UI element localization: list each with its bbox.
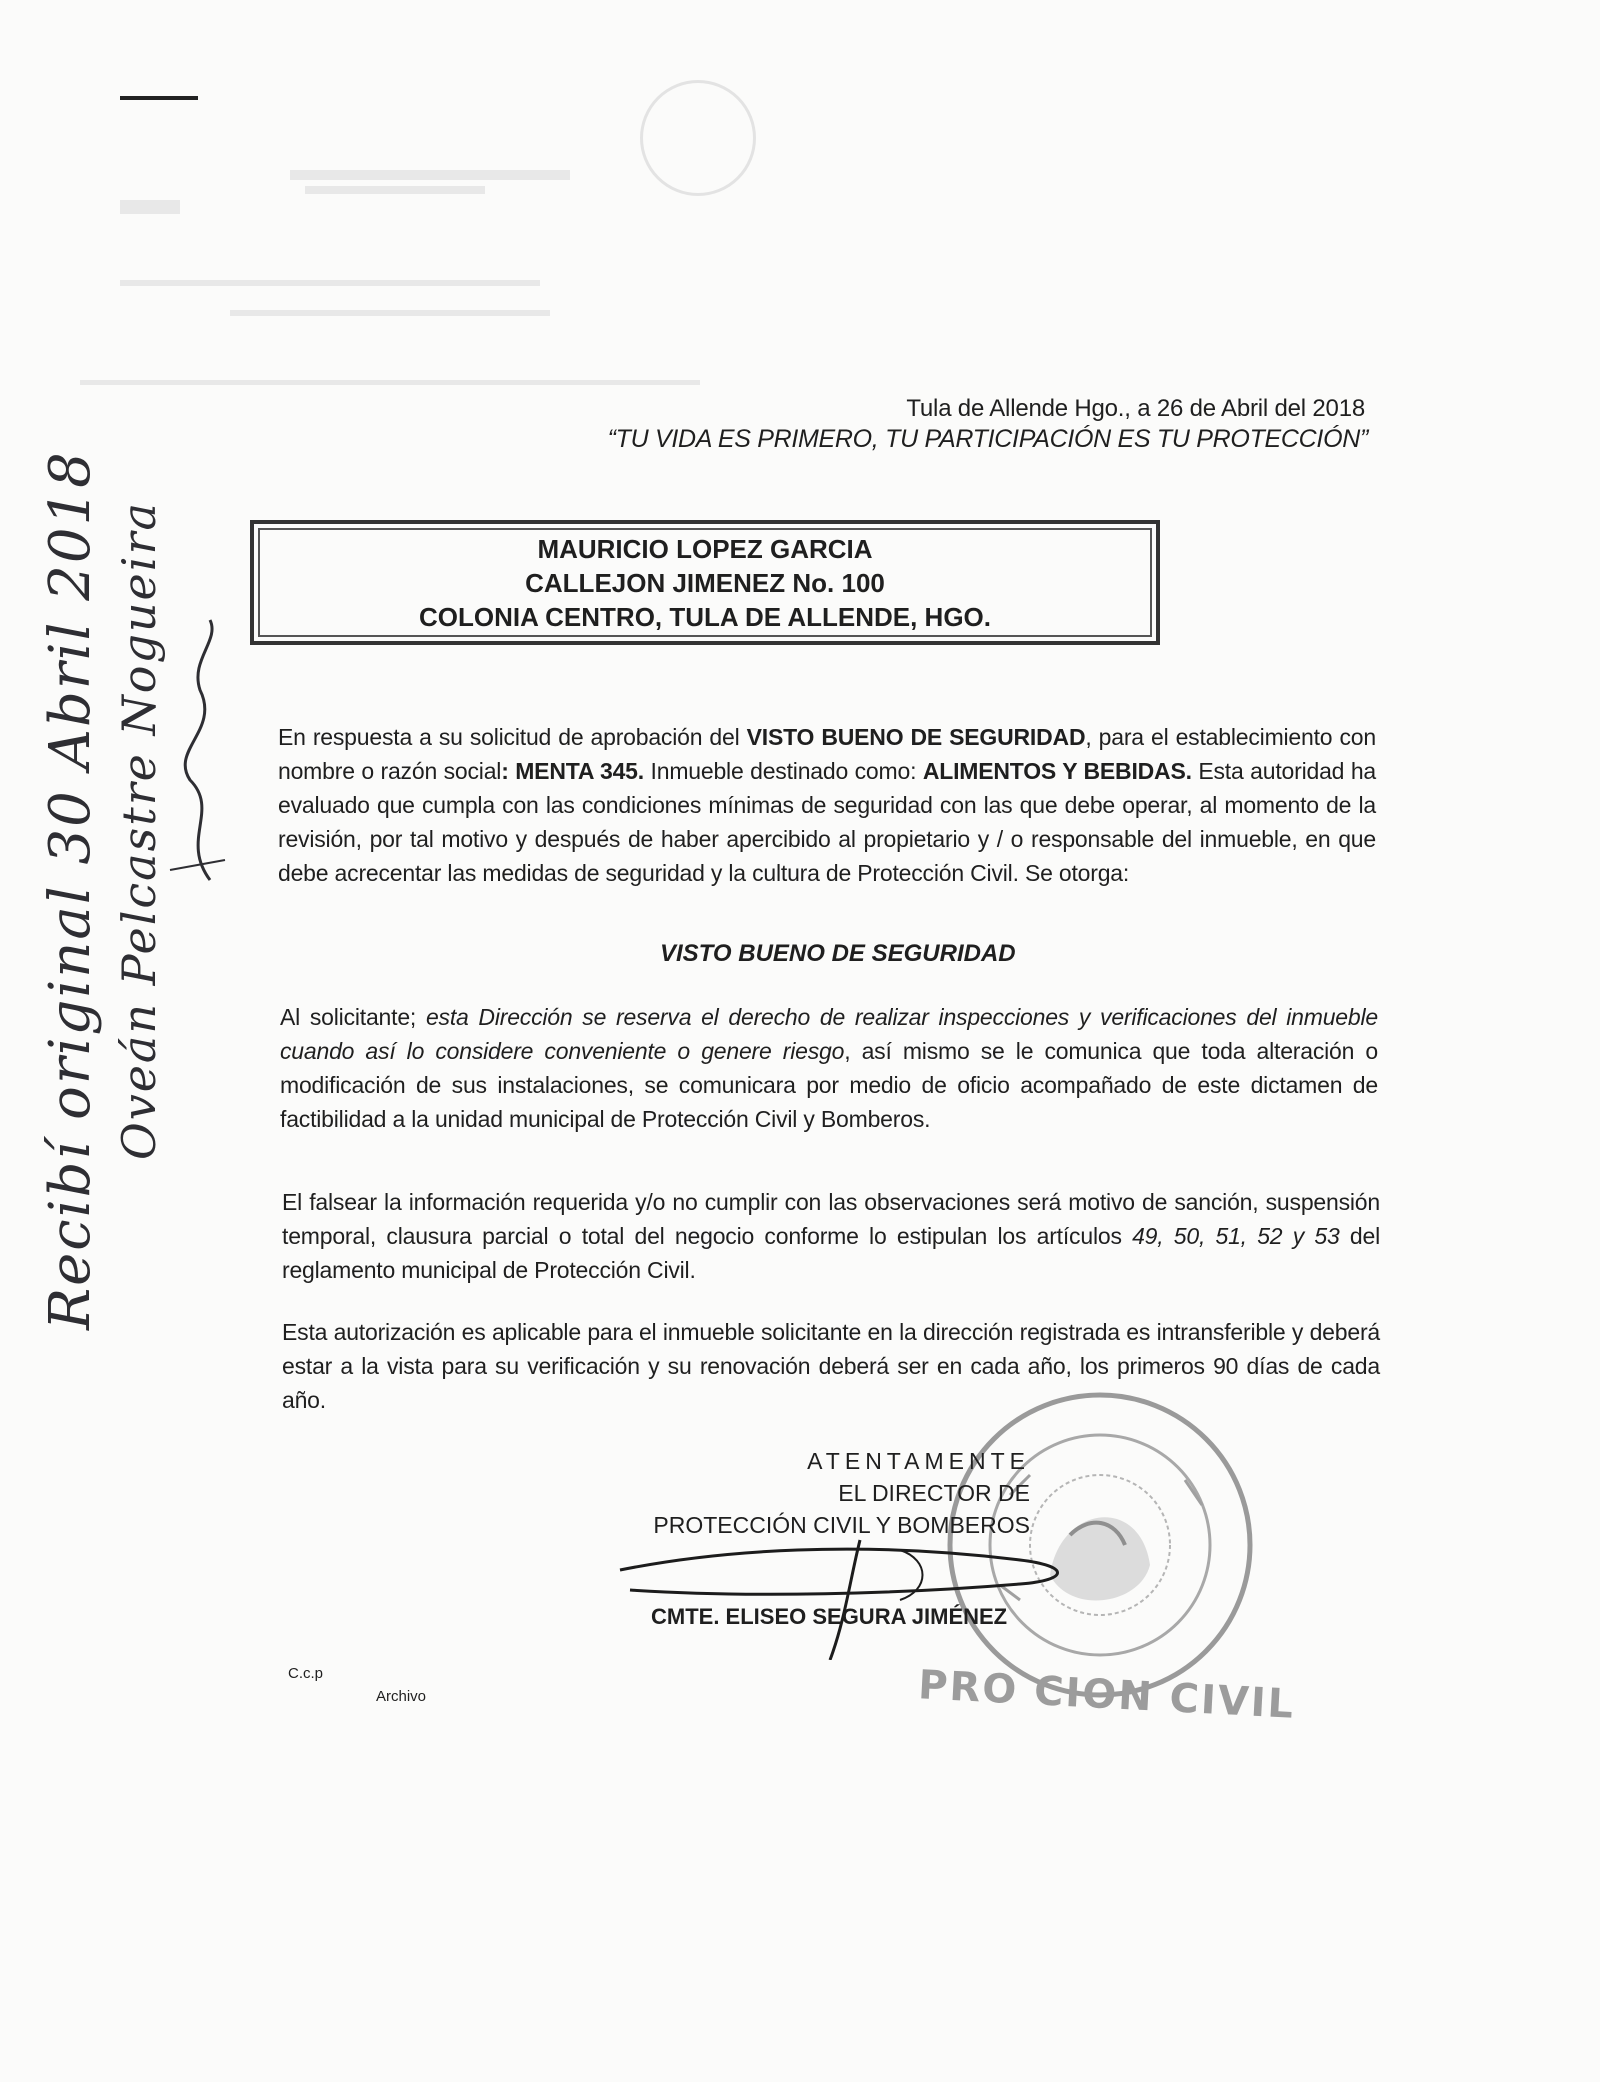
handwritten-signature-icon [150,610,240,890]
handwritten-receipt: Recibí original 30 Abril 2018 [38,450,103,1330]
signature-icon [600,1520,1100,1660]
establishment-use: ALIMENTOS Y BEBIDAS. [922,758,1192,784]
text-run-italic: esta Dirección se reserva el derecho de realizar inspecciones y verificaciones del inmueble cuando así lo considere conveniente o genere riesgo [280,1004,1378,1064]
recipient-colony: COLONIA CENTRO, TULA DE ALLENDE, HGO. [419,601,991,632]
signer-role: EL DIRECTOR DE [838,1480,1030,1506]
signer-name: CMTE. ELISEO SEGURA JIMÉNEZ [651,1604,1008,1629]
certificate-title: VISTO BUENO DE SEGURIDAD [660,940,1016,967]
motto: “TU VIDA ES PRIMERO, TU PARTICIPACIÓN ES TU PROTECCIÓN” [607,425,1368,453]
closing-text: ATENTAMENTE [807,1448,1030,1474]
text-run: , así mismo se le comunica que toda alteración o modificación de sus instalaciones, se comunicara por medio de oficio acompañado de este dictamen de factibilidad a la unidad municipal de Protección Civil y Bomberos. [280,1038,1379,1132]
protection-civil-stamp: PRO CION CIVIL [917,1662,1297,1728]
ink-mark [120,96,198,100]
text-run: del reglamento municipal de Protección Civil. [282,1223,1380,1283]
handwritten-receiver: Oveán Pelcastre Nogueira [112,501,166,1160]
bleed-through-mark [120,280,540,286]
bleed-through-mark [290,170,570,180]
bleed-through-mark [120,200,180,214]
bleed-through-mark [305,186,485,194]
paragraph-validity: Esta autorización es aplicable para el inmueble solicitante en la dirección registrada es intransferible y deberá estar a la vista para su verificación y su renovación deberá ser en cada año, los primeros 90 días de cada año. [282,1319,1380,1413]
paragraph-sanctions [282,1185,1380,1287]
recipient-street: CALLEJON JIMENEZ No. 100 [525,567,885,598]
text-run: En respuesta a su solicitud de aprobación del [278,724,747,750]
text-run-bold: VISTO BUENO DE SEGURIDAD [746,724,1086,750]
bleed-through-seal [640,80,756,196]
paragraph-conditions [280,1000,1378,1136]
recipient-name: MAURICIO LOPEZ GARCIA [537,533,873,564]
text-run: Al solicitante; [280,1004,426,1030]
bleed-through-mark [80,380,700,385]
paragraph-request [278,720,1376,890]
recipient-box [250,520,1160,645]
article-numbers: 49, 50, 51, 52 y 53 [1132,1223,1340,1249]
ccp-archive: Archivo [376,1688,427,1705]
text-run: , para el establecimiento con nombre o razón social [278,724,1376,784]
ccp-label: C.c.p [288,1665,324,1682]
text-run: Inmueble destinado como: [643,758,923,784]
dateline: Tula de Allende Hgo., a 26 de Abril del 2018 [906,395,1365,422]
bleed-through-mark [230,310,550,316]
text-run: El falsear la información requerida y/o no cumplir con las observaciones será motivo de sanción, suspensión temporal, clausura parcial o total del negocio conforme lo estipulan los artículos [282,1189,1380,1249]
signer-department: PROTECCIÓN CIVIL Y BOMBEROS [653,1512,1030,1538]
text-run: Esta autoridad ha evaluado que cumpla con las condiciones mínimas de seguridad con las que debe operar, al momento de la revisión, por tal motivo y después de haber apercibido al propietario y / o responsable del inmueble, en que debe acrecentar las medidas de seguridad y la cultura de Protección Civil. Se otorga: [278,758,1376,886]
establishment-name: : MENTA 345. [501,758,644,784]
